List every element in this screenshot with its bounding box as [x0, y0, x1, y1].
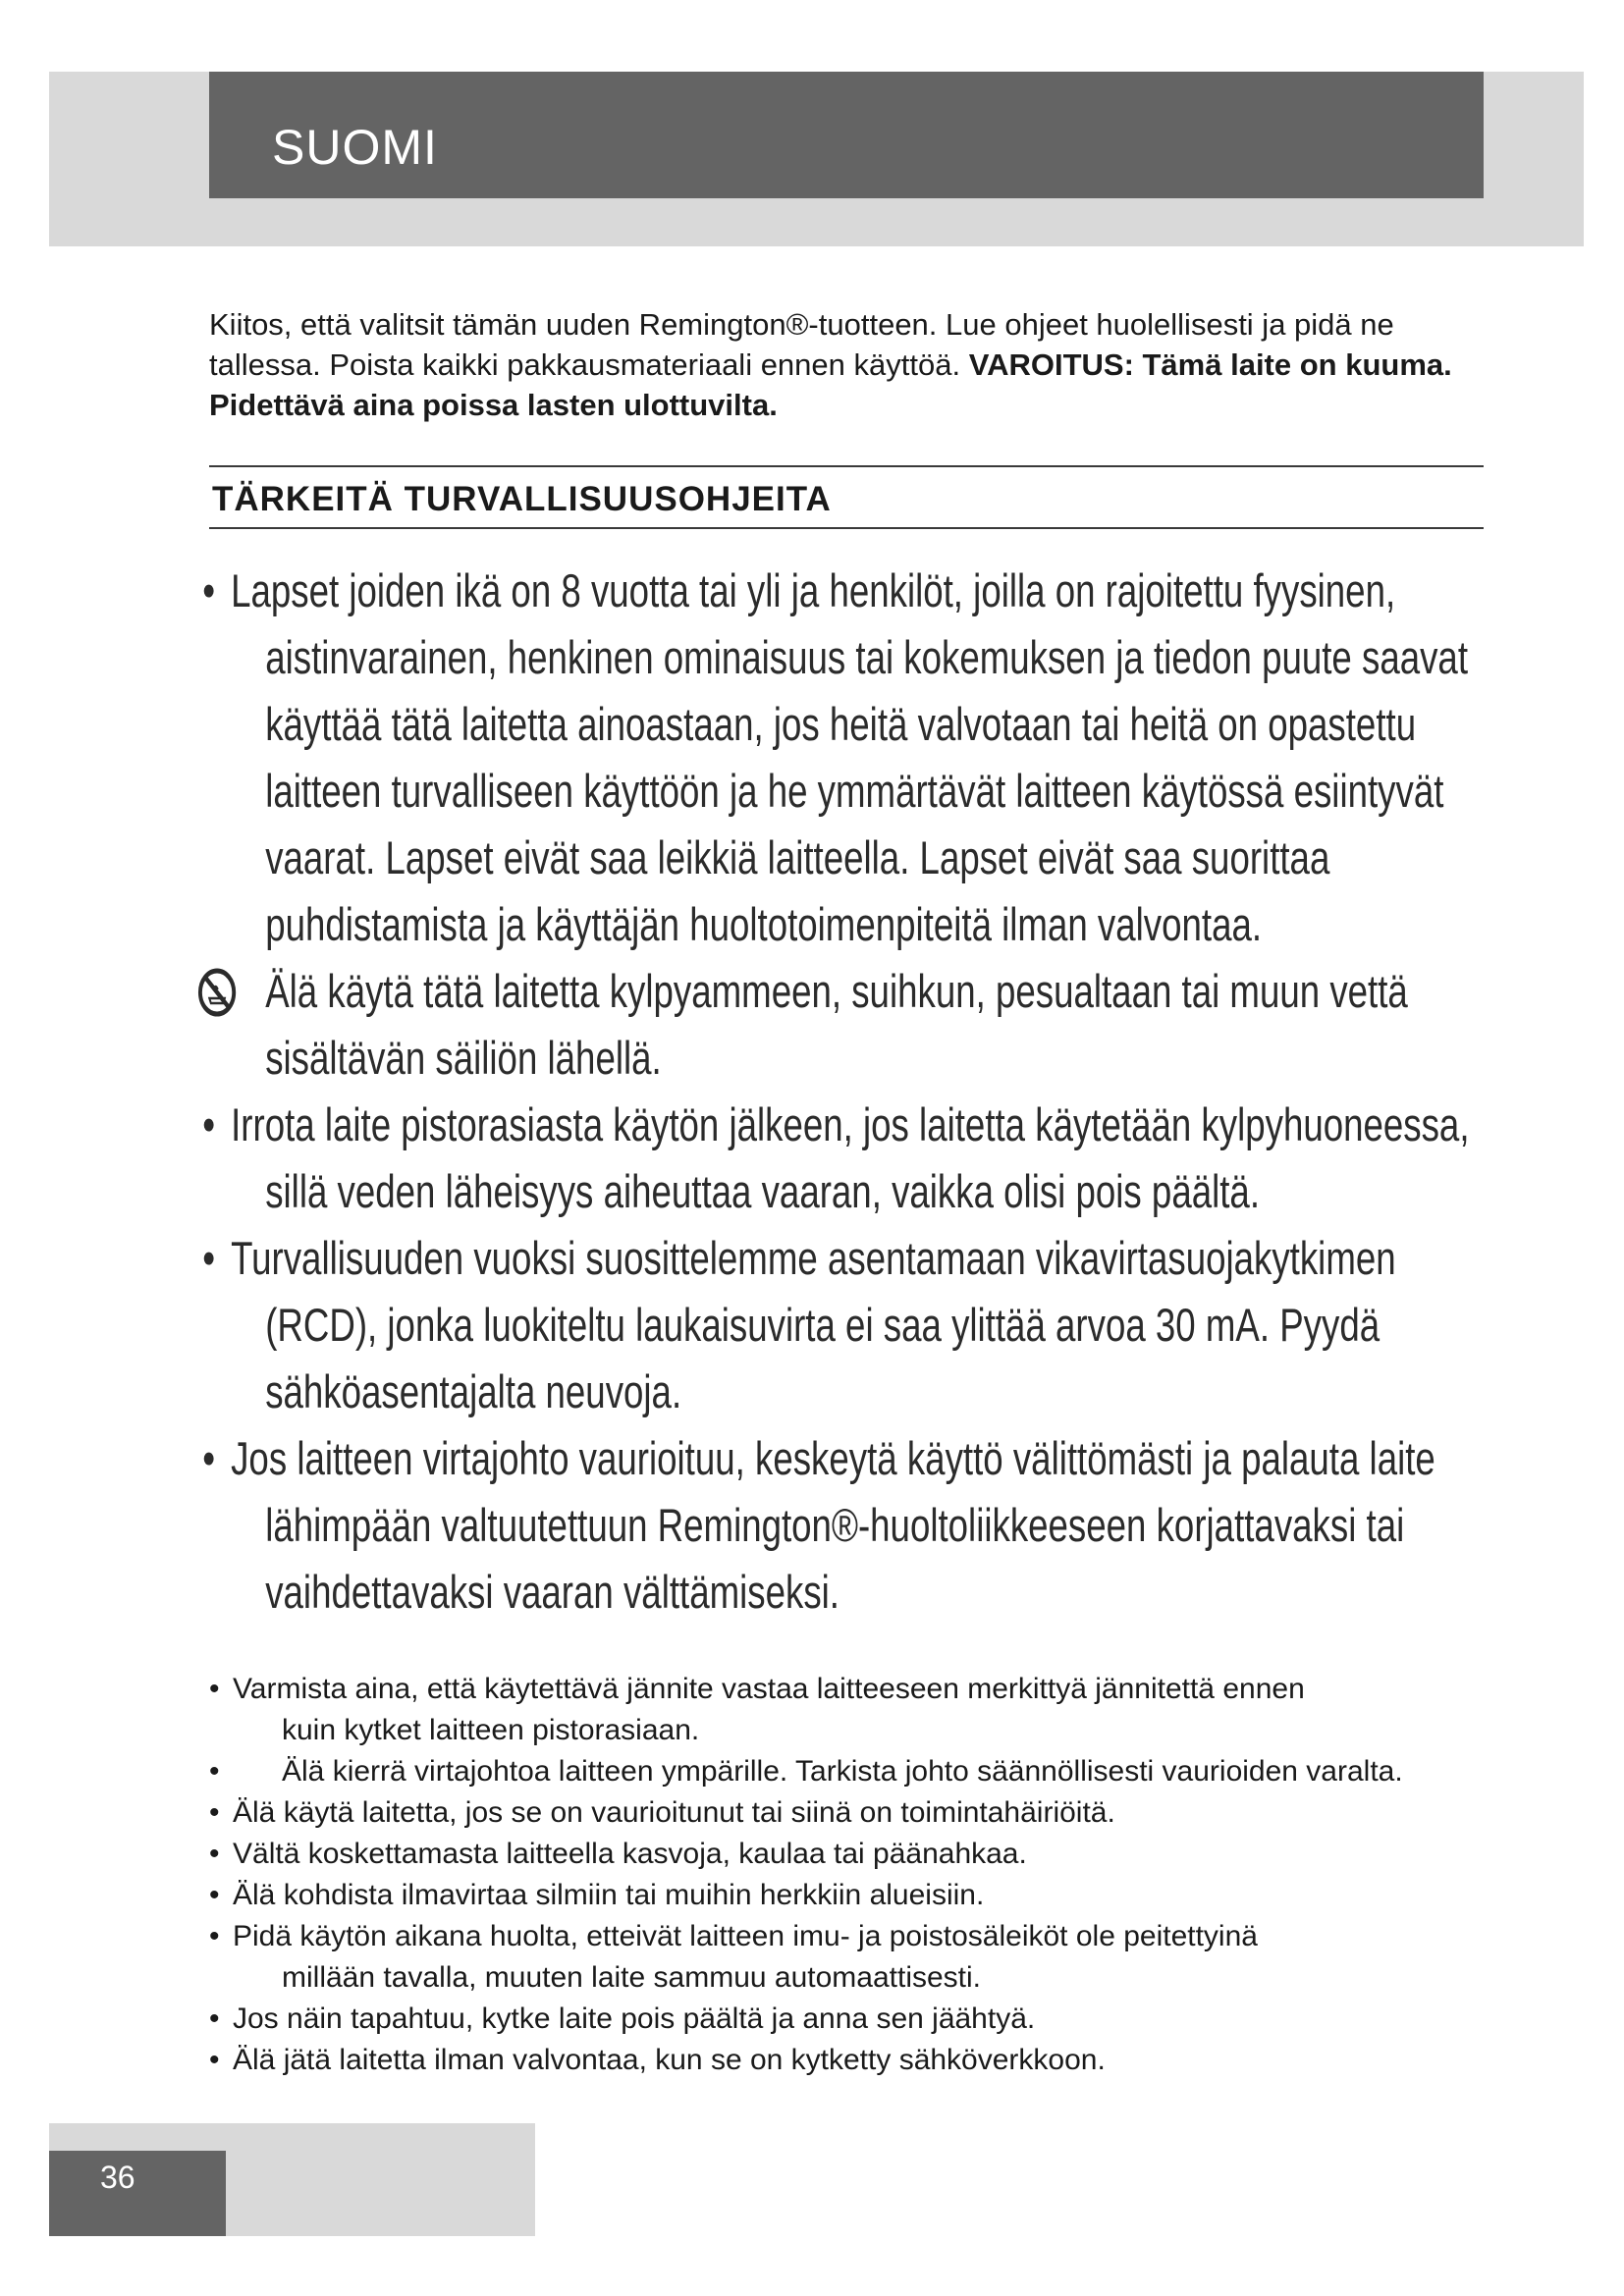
bullet: •: [209, 2002, 220, 2035]
safety-item-line: vaihdettavaksi vaaran välttämiseksi.: [265, 1566, 839, 1618]
list-item-text: millään tavalla, muuten laite sammuu automaattisesti.: [282, 1961, 982, 1994]
intro-line-2-text: tallessa. Poista kaikki pakkausmateriaali ennen käyttöä.: [209, 347, 969, 382]
safety-item-line: sillä veden läheisyys aiheuttaa vaaran, vaikka olisi pois päältä.: [265, 1165, 1261, 1217]
bullet: •: [209, 1920, 220, 1952]
section-rule-bottom: [209, 527, 1484, 529]
list-item-text: Vältä koskettamasta laitteella kasvoja, kaulaa tai päänahkaa.: [233, 1838, 1027, 1870]
safety-item-line: (RCD), jonka luokiteltu laukaisuvirta ei saa ylittää arvoa 30 mA. Pyydä: [265, 1299, 1380, 1351]
safety-item-line: sisältävän säiliön lähellä.: [265, 1032, 662, 1084]
safety-item-water: [196, 958, 1498, 1092]
bullet: •: [209, 1755, 220, 1788]
safety-item: [196, 1425, 1498, 1626]
general-safety-list: [209, 1669, 1505, 2081]
safety-item-line: laitteen turvalliseen käyttöön ja he ymmärtävät laitteen käytössä esiintyvät: [265, 765, 1444, 817]
list-item: [209, 1875, 1505, 1916]
safety-item: [196, 558, 1498, 958]
bullet: •: [209, 1673, 220, 1705]
intro-line-2: [209, 345, 1486, 385]
bullet: •: [209, 1879, 220, 1911]
list-item-text: Älä kohdista ilmavirtaa silmiin tai muihin herkkiin alueisiin.: [233, 1879, 985, 1911]
intro-paragraph: [209, 304, 1486, 425]
list-item: [209, 1792, 1505, 1834]
section-title: TÄRKEITÄ TURVALLISUUSOHJEITA: [212, 480, 832, 518]
safety-item-line: Älä käytä tätä laitetta kylpyammeen, suihkun, pesualtaan tai muun vettä: [265, 965, 1408, 1017]
list-item: [209, 1669, 1505, 1751]
bullet: •: [202, 1098, 216, 1150]
section-rule-top: [209, 465, 1484, 467]
safety-item-line: aistinvarainen, henkinen ominaisuus tai kokemuksen ja tiedon puute saavat: [265, 631, 1469, 683]
safety-item: [196, 1225, 1498, 1425]
safety-item-line: puhdistamista ja käyttäjän huoltotoimenpiteitä ilman valvontaa.: [265, 898, 1263, 950]
safety-item-line: Jos laitteen virtajohto vaurioituu, keskeytä käyttö välittömästi ja palauta laite: [231, 1432, 1435, 1484]
list-item-text: Älä käytä laitetta, jos se on vaurioitunut tai siinä on toimintahäiriöitä.: [233, 1796, 1115, 1829]
list-item: [209, 1834, 1505, 1875]
page-number: 36: [100, 2160, 135, 2195]
list-item-text: Varmista aina, että käytettävä jännite vastaa laitteeseen merkittyä jännitettä ennen: [233, 1673, 1305, 1705]
safety-item-line: Turvallisuuden vuoksi suosittelemme asentamaan vikavirtasuojakytkimen: [231, 1232, 1396, 1284]
bullet: •: [209, 1838, 220, 1870]
safety-item-line: sähköasentajalta neuvoja.: [265, 1365, 682, 1417]
intro-line-1: Kiitos, että valitsit tämän uuden Remington®-tuotteen. Lue ohjeet huolellisesti ja pidä ne: [209, 307, 1394, 342]
bullet: •: [209, 2044, 220, 2076]
list-item-text: Jos näin tapahtuu, kytke laite pois päältä ja anna sen jäähtyä.: [233, 2002, 1036, 2035]
intro-line-3: [209, 385, 1486, 425]
safety-item-line: käyttää tätä laitetta ainoastaan, jos heitä valvotaan tai heitä on opastettu: [265, 698, 1417, 750]
list-item: [209, 1999, 1505, 2040]
safety-item-line: Irrota laite pistorasiasta käytön jälkeen, jos laitetta käytetään kylpyhuoneessa,: [231, 1098, 1470, 1150]
list-item-text: kuin kytket laitteen pistorasiaan.: [282, 1714, 700, 1746]
bullet: •: [202, 1432, 216, 1484]
list-item: [209, 2040, 1505, 2081]
language-heading: SUOMI: [272, 120, 438, 175]
list-item-text: Pidä käytön aikana huolta, etteivät laitteen imu- ja poistosäleiköt ole peitettyinä: [233, 1920, 1258, 1952]
important-safety-list: [196, 558, 1498, 1626]
list-item-text: Älä kierrä virtajohtoa laitteen ympärille. Tarkista johto säännöllisesti vaurioiden varalta.: [282, 1755, 1403, 1788]
list-item: [209, 1916, 1505, 1999]
page-number-box: [49, 2151, 226, 2236]
intro-warning: VAROITUS: Tämä laite on kuuma.: [968, 347, 1452, 382]
safety-item-line: Lapset joiden ikä on 8 vuotta tai yli ja henkilöt, joilla on rajoitettu fyysinen,: [231, 564, 1396, 616]
list-item-text: Älä jätä laitetta ilman valvontaa, kun se on kytketty sähköverkkoon.: [233, 2044, 1106, 2076]
safety-item: [196, 1092, 1498, 1225]
list-item: [209, 1751, 1505, 1792]
intro-warning-children: Pidettävä aina poissa lasten ulottuvilta.: [209, 388, 778, 422]
bullet: •: [202, 1232, 216, 1284]
no-water-icon: [196, 966, 238, 1019]
bullet: •: [202, 564, 216, 616]
safety-item-line: lähimpään valtuutettuun Remington®-huoltoliikkeeseen korjattavaksi tai: [265, 1499, 1405, 1551]
bullet: •: [209, 1796, 220, 1829]
safety-item-line: vaarat. Lapset eivät saa leikkiä laitteella. Lapset eivät saa suorittaa: [265, 831, 1330, 883]
